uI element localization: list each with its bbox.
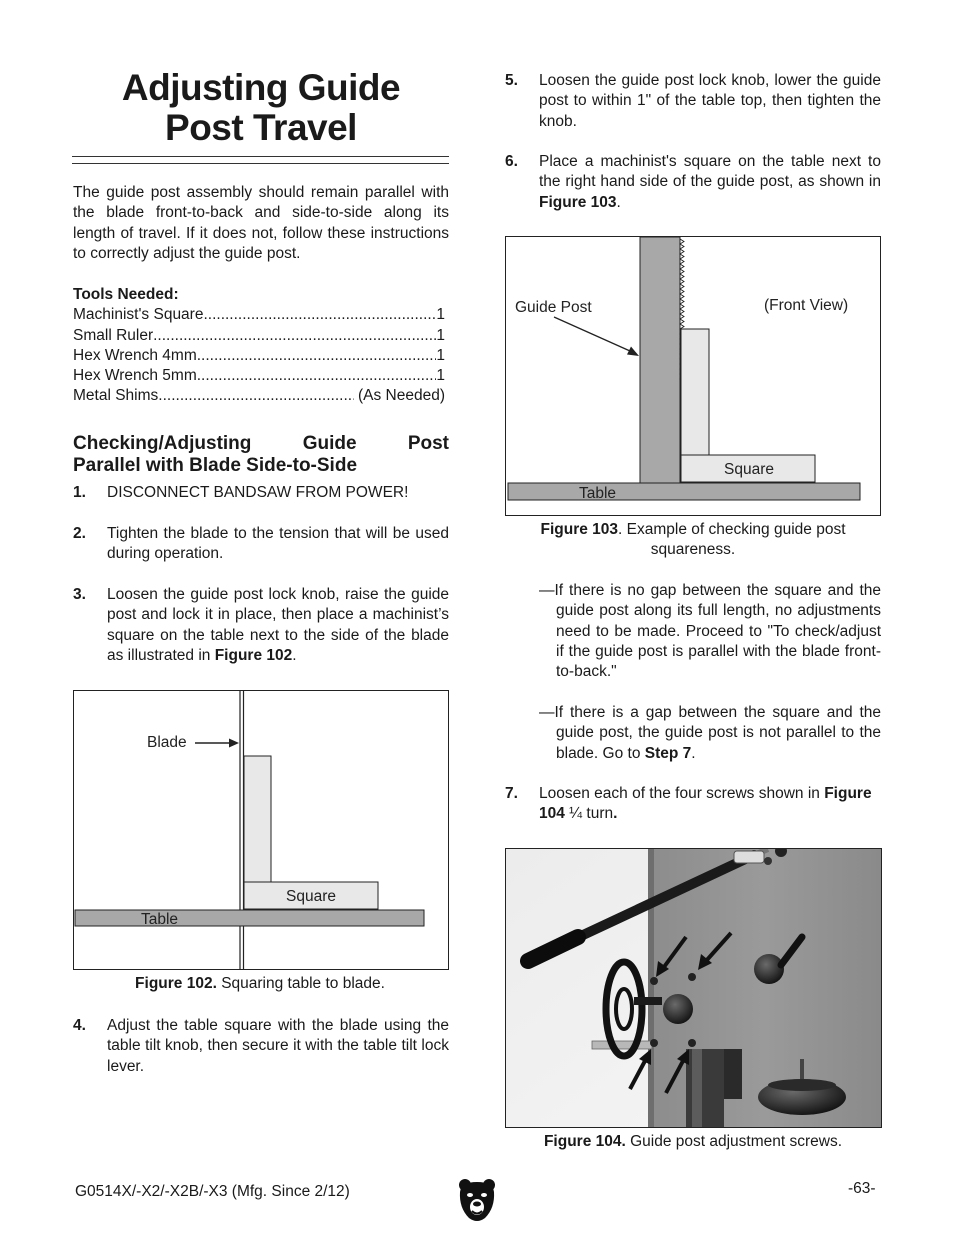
tools-heading: Tools Needed: xyxy=(73,286,179,303)
front-view-label: (Front View) xyxy=(764,297,849,314)
table-label: Table xyxy=(579,485,617,502)
figure-ref: Figure 103 xyxy=(539,193,617,211)
figure-102-diagram xyxy=(74,691,448,969)
table-label: Table xyxy=(141,911,179,928)
title-rule-bottom xyxy=(72,163,449,164)
step-ref: Step 7 xyxy=(644,744,692,762)
figure-ref: Figure 102 xyxy=(214,646,293,664)
step-4: 4. Adjust the table square with the blade using the table tilt knob, then secure it with the table tilt lock lever. xyxy=(73,1017,449,1075)
page-title: Adjusting Guide Post Travel xyxy=(121,67,401,148)
tool-item: Hex Wrench 5mm ..... 1 xyxy=(73,366,445,386)
figure-103 xyxy=(505,236,881,516)
intro-paragraph: The guide post assembly should remain parallel with the blade front-to-back and side-to-side along its length of travel. If it does not, follow these instructions to correctly adjust the guide post. xyxy=(73,184,449,262)
tool-item: Machinist's Square ..... 1 xyxy=(73,305,445,325)
square-label: Square xyxy=(286,888,336,905)
note-no-gap: —If there is no gap between the square and the guide post along its full length, no adjustments need to be made. Proceed to "To check/adjust if the guide post is parallel with the blade front-to-back." xyxy=(539,582,881,681)
guide-post-label: Guide Post xyxy=(515,299,592,316)
section-heading: Checking/Adjusting Guide Post Parallel with Blade Side-to-Side xyxy=(73,433,449,476)
footer-page-number: -63- xyxy=(848,1180,876,1197)
tool-item: Small Ruler ..... 1 xyxy=(73,326,445,346)
bear-logo-icon xyxy=(457,1178,497,1224)
figure-ref: Figure 104 xyxy=(539,785,872,823)
blade-label: Blade xyxy=(147,734,187,751)
figure-102-caption: Figure 102. Squaring table to blade. xyxy=(135,975,385,992)
figure-103-diagram xyxy=(506,237,880,515)
figure-104 xyxy=(505,848,882,1128)
step-6: 6. Place a machinist's square on the table next to the right hand side of the guide post, as shown in Figure 103. xyxy=(505,153,881,211)
figure-103-caption: Figure 103. Example of checking guide post squareness. xyxy=(540,521,846,559)
step-1: 1. DISCONNECT BANDSAW FROM POWER! xyxy=(73,484,409,501)
tool-item: Hex Wrench 4mm ..... 1 xyxy=(73,346,445,366)
step-7: 7. Loosen each of the four screws shown in Figure 104 ¼ turn. xyxy=(505,785,872,823)
step-2: 2. Tighten the blade to the tension that will be used during operation. xyxy=(73,525,449,563)
figure-104-photo xyxy=(506,849,881,1127)
note-gap: —If there is a gap between the square and the guide post, the guide post is not parallel to the blade. Go to Step 7. xyxy=(539,704,881,762)
figure-104-caption: Figure 104. Guide post adjustment screws. xyxy=(543,1133,843,1150)
step-3: 3. Loosen the guide post lock knob, raise the guide post and lock it in place, then place a machinist’s square on the table next to the side of the blade as illustrated in Figure 102. xyxy=(73,586,449,664)
tools-list xyxy=(73,285,445,407)
footer-model: G0514X/-X2/-X2B/-X3 (Mfg. Since 2/12) xyxy=(75,1183,350,1200)
step-5: 5. Loosen the guide post lock knob, lower the guide post to within 1" of the table top, then tighten the knob. xyxy=(505,72,881,130)
figure-102 xyxy=(73,690,449,970)
title-rule-top xyxy=(72,156,449,157)
tool-item: Metal Shims ..... (As Needed) xyxy=(73,386,445,406)
square-label: Square xyxy=(724,461,774,478)
